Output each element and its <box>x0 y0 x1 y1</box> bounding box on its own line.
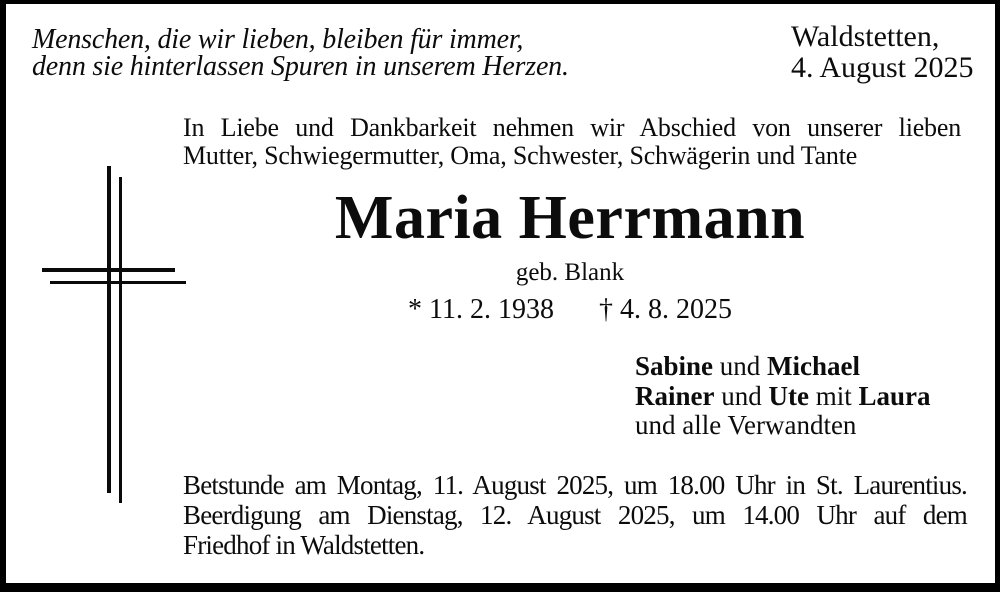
funeral-details <box>183 470 967 560</box>
mourner-joiner: und <box>721 380 762 411</box>
mourner-name: Michael <box>767 351 861 381</box>
mourner-name: Laura <box>858 380 931 411</box>
epitaph-quote-line-2: denn sie hinterlassen Spuren in unserem Herzen. <box>32 51 569 82</box>
mourners-line-1 <box>635 352 931 382</box>
intro-paragraph <box>183 114 961 169</box>
cross-vertical-bar-right <box>119 177 122 503</box>
maiden-name: geb. Blank <box>515 259 625 286</box>
epitaph-quote-line-1: Menschen, die wir lieben, bleiben für immer, <box>32 24 524 55</box>
mourner-name: Ute <box>768 380 809 411</box>
intro-line-1: In Liebe und Dankbarkeit nehmen wir Abschied von unserer lieben <box>183 113 961 142</box>
funeral-line-3: Friedhof in Waldstetten. <box>183 530 425 560</box>
death-date: † 4. 8. 2025 <box>598 294 732 325</box>
obituary-page <box>6 4 995 583</box>
mourner-name: Sabine <box>635 351 714 381</box>
funeral-line-2: Beerdigung am Dienstag, 12. August 2025, um 14.00 Uhr auf dem <box>183 500 967 530</box>
life-dates <box>140 295 1000 324</box>
mourner-joiner: und <box>719 351 761 381</box>
mourners-line-2 <box>635 382 931 412</box>
funeral-line-1: Betstunde am Montag, 11. August 2025, um 18.00 Uhr in St. Laurentius. <box>183 470 967 500</box>
birth-date: * 11. 2. 1938 <box>408 294 554 325</box>
intro-line-2: Mutter, Schwiegermutter, Oma, Schwester, Schwägerin und Tante <box>183 140 858 170</box>
dateline-place: Waldstetten, <box>791 20 940 53</box>
mourner-joiner: mit <box>815 380 852 411</box>
mourners-list <box>635 352 931 441</box>
mourners-line-3: und alle Verwandten <box>635 410 857 440</box>
mourner-name: Rainer <box>635 380 715 411</box>
deceased-name: Maria Herrmann <box>334 184 806 252</box>
epitaph-quote <box>32 26 569 80</box>
dateline-date: 4. August 2025 <box>791 51 974 84</box>
dateline <box>791 21 974 83</box>
cross-vertical-bar-left <box>107 166 111 493</box>
